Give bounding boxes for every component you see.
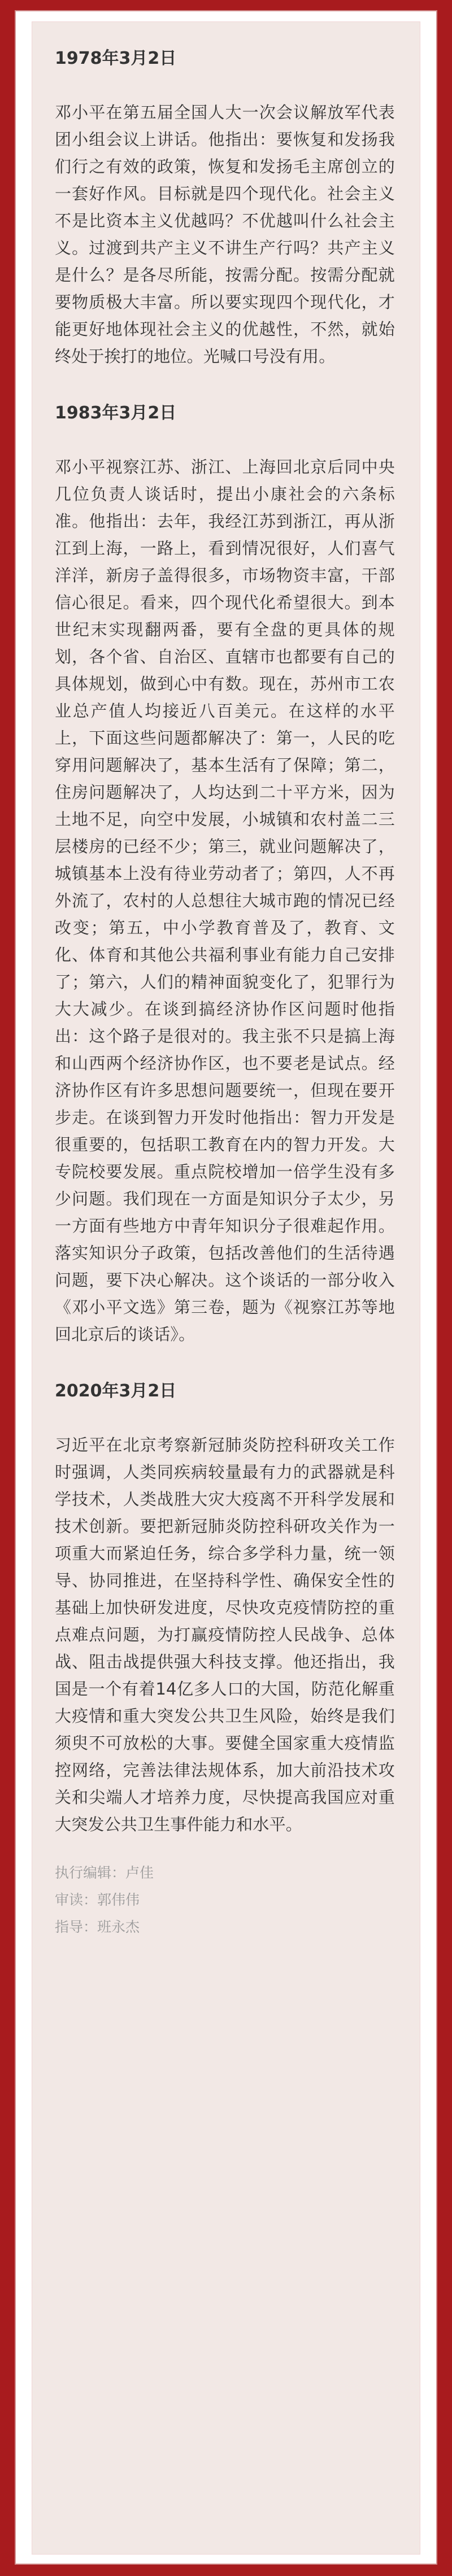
credits-block: [55, 1859, 395, 1941]
history-entry-2020: [55, 1383, 395, 1838]
article-frame: [15, 10, 437, 2565]
credit-reviewer: 审读：郭伟伟: [55, 1892, 140, 1908]
entry-date: 1978年3月2日: [55, 49, 177, 68]
article-panel: [32, 21, 420, 2555]
credit-editor: 执行编辑：卢佳: [55, 1865, 154, 1881]
entry-text: 邓小平在第五届全国人大一次会议解放军代表团小组会议上讲话。他指出：要恢复和发扬我们行之有效的政策，恢复和发扬毛主席创立的一套好作风。目标就是四个现代化。社会主义不是比资本主义优越吗？不优越叫什么社会主义。过渡到共产主义不讲生产行吗？共产主义是什么？是各尽所能，按需分配。按需分配就要物质极大丰富。所以要实现四个现代化，才能更好地体现社会主义的优越性，不然，就始终处于挨打的地位。光喊口号没有用。: [55, 103, 395, 366]
entry-date: 1983年3月2日: [55, 403, 177, 423]
history-entry-1978: [55, 50, 395, 370]
credit-director: 指导：班永杰: [55, 1919, 140, 1935]
history-entry-1983: [55, 405, 395, 1348]
entry-date: 2020年3月2日: [55, 1381, 177, 1401]
entry-text: 习近平在北京考察新冠肺炎防控科研攻关工作时强调，人类同疾病较量最有力的武器就是科学技术，人类战胜大灾大疫离不开科学发展和技术创新。要把新冠肺炎防控科研攻关作为一项重大而紧迫任务，综合多学科力量，统一领导、协同推进，在坚持科学性、确保安全性的基础上加快研发进度，尽快攻克疫情防控的重点难点问题，为打赢疫情防控人民战争、总体战、阻击战提供强大科技支撑。他还指出，我国是一个有着14亿多人口的大国，防范化解重大疫情和重大突发公共卫生风险，始终是我们须臾不可放松的大事。要健全国家重大疫情监控网络，完善法律法规体系，加大前沿技术攻关和尖端人才培养力度，尽快提高我国应对重大突发公共卫生事件能力和水平。: [55, 1435, 395, 1834]
entry-text: 邓小平视察江苏、浙江、上海回北京后同中央几位负责人谈话时，提出小康社会的六条标准。他指出：去年，我经江苏到浙江，再从浙江到上海，一路上，看到情况很好，人们喜气洋洋，新房子盖得很多，市场物资丰富，干部信心很足。看来，四个现代化希望很大。到本世纪末实现翻两番，要有全盘的更具体的规划，各个省、自治区、直辖市也都要有自己的具体规划，做到心中有数。现在，苏州市工农业总产值人均接近八百美元。在这样的水平上，下面这些问题都解决了：第一，人民的吃穿用问题解决了，基本生活有了保障；第二，住房问题解决了，人均达到二十平方米，因为土地不足，向空中发展，小城镇和农村盖二三层楼房的已经不少；第三，就业问题解决了，城镇基本上没有待业劳动者了；第四，人不再外流了，农村的人总想往大城市跑的情况已经改变；第五，中小学教育普及了，教育、文化、体育和其他公共福利事业有能力自己安排了；第六，人们的精神面貌变化了，犯罪行为大大减少。在谈到搞经济协作区问题时他指出：这个路子是很对的。我主张不只是搞上海和山西两个经济协作区，也不要老是试点。经济协作区有许多思想问题要统一，但现在要开步走。在谈到智力开发时他指出：智力开发是很重要的，包括职工教育在内的智力开发。大专院校要发展。重点院校增加一倍学生没有多少问题。我们现在一方面是知识分子太少，另一方面有些地方中青年知识分子很难起作用。落实知识分子政策，包括改善他们的生活待遇问题，要下决心解决。这个谈话的一部分收入《邓小平文选》第三卷，题为《视察江苏等地回北京后的谈话》。: [55, 457, 395, 1344]
